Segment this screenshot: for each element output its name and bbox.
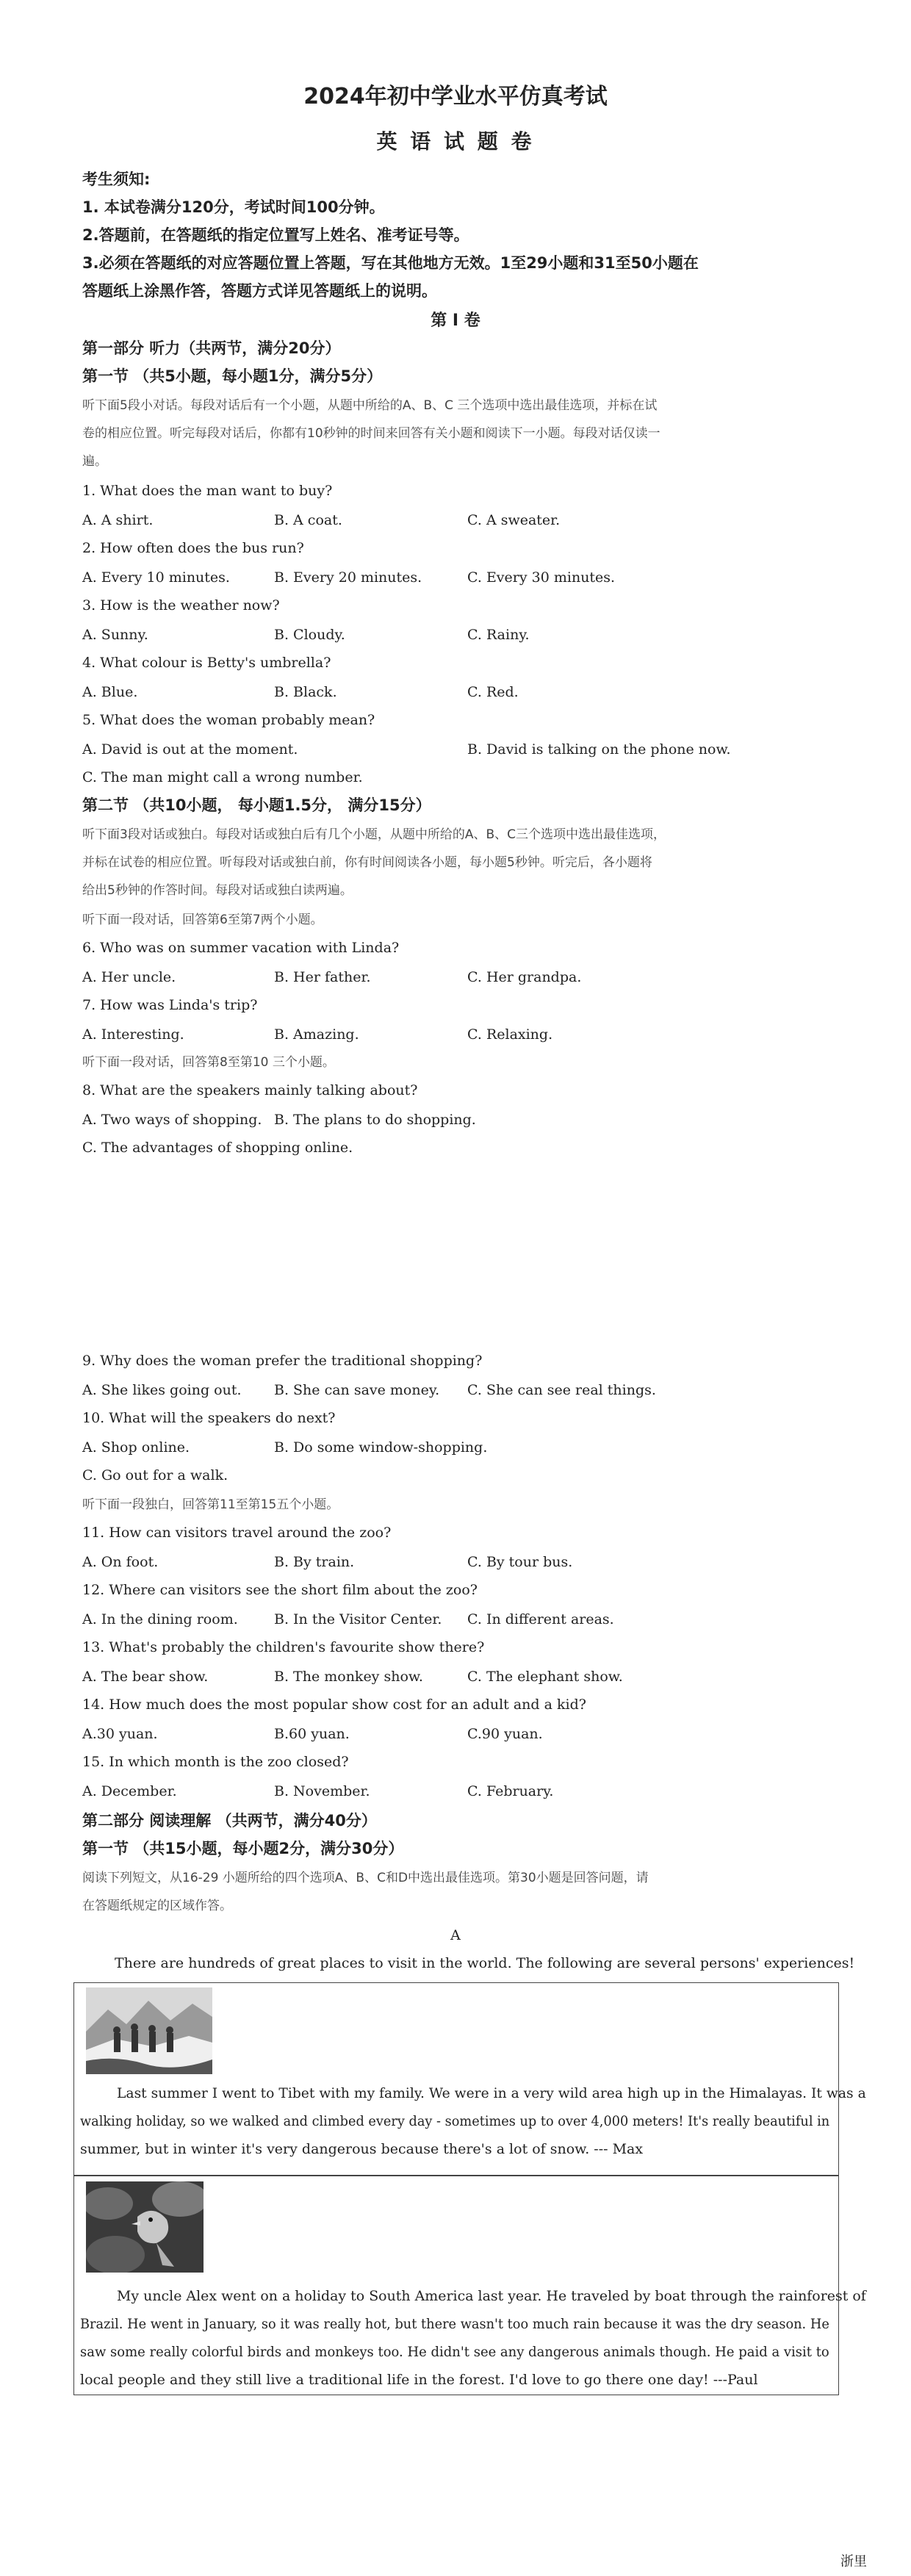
section-note: 听下面一段独白，回答第11至第15五个小题。 — [82, 1497, 339, 1512]
option-a: A. The bear show. — [82, 1669, 209, 1685]
option-a: A. Her uncle. — [82, 969, 176, 985]
story-line: walking holiday, so we walked and climbed every day - sometimes up to over 4,000 meters! It's really beautiful in — [80, 2113, 830, 2129]
notice-item: 3.必须在答题纸的对应答题位置上答题，写在其他地方无效。1至29小题和31至50小题在 — [82, 254, 699, 272]
exam-subtitle: 英 语 试 题 卷 — [376, 129, 535, 154]
option-c: C. Relaxing. — [467, 1026, 553, 1043]
question-text: 13. What's probably the children's favourite show there? — [82, 1639, 485, 1655]
part1-section1-heading: 第一节 （共5小题，每小题1分，满分5分） — [82, 367, 383, 385]
option-b: B. Do some window-shopping. — [274, 1439, 488, 1456]
question-text: 14. How much does the most popular show cost for an adult and a kid? — [82, 1697, 586, 1713]
rainforest-bird-photo — [86, 2181, 204, 2273]
option-c: C. In different areas. — [467, 1611, 614, 1627]
option-b: B. The monkey show. — [274, 1669, 423, 1685]
question-text: 15. In which month is the zoo closed? — [82, 1754, 349, 1770]
option-b: B. Cloudy. — [274, 627, 345, 643]
question-text: 12. Where can visitors see the short film about the zoo? — [82, 1582, 478, 1598]
story-line: summer, but in winter it's very dangerous because there's a lot of snow. --- Max — [80, 2141, 644, 2157]
option-b: B. Amazing. — [274, 1026, 359, 1043]
option-b: B. A coat. — [274, 512, 342, 528]
instruction-line: 听下面5段小对话。每段对话后有一个小题，从题中所给的A、B、C 三个选项中选出最佳选项，并标在试 — [82, 398, 658, 413]
option-b: B. Black. — [274, 684, 337, 700]
question-text: 6. Who was on summer vacation with Linda? — [82, 940, 400, 956]
part1-heading: 第一部分 听力（共两节，满分20分） — [82, 339, 341, 357]
option-c: C. Rainy. — [467, 627, 530, 643]
notice-item: 1. 本试卷满分120分，考试时间100分钟。 — [82, 198, 385, 216]
story-line: Last summer I went to Tibet with my family. We were in a very wild area high up in the Himalayas. It was a — [117, 2085, 866, 2101]
option-b: B.60 yuan. — [274, 1726, 350, 1742]
option-b: B. In the Visitor Center. — [274, 1611, 442, 1627]
part1-section2-heading: 第二节 （共10小题， 每小题1.5分， 满分15分） — [82, 796, 431, 814]
story-box-paul — [73, 2175, 866, 2395]
question-text: 9. Why does the woman prefer the traditional shopping? — [82, 1353, 483, 1369]
instruction-line: 在答题纸规定的区域作答。 — [82, 1899, 232, 1913]
option-a: A. December. — [82, 1783, 177, 1799]
option-c: C. A sweater. — [467, 512, 561, 528]
part2-heading: 第二部分 阅读理解 （共两节，满分40分） — [82, 1812, 377, 1830]
notice-item: 答题纸上涂黑作答，答题方式详见答题纸上的说明。 — [82, 282, 437, 300]
option-a: A. On foot. — [82, 1554, 159, 1570]
question-text: 2. How often does the bus run? — [82, 540, 304, 556]
option-a: A. Every 10 minutes. — [82, 569, 230, 586]
question-text: 4. What colour is Betty's umbrella? — [82, 655, 331, 671]
option-b: B. Every 20 minutes. — [274, 569, 422, 586]
instruction-line: 给出5秒钟的作答时间。每段对话或独白读两遍。 — [82, 883, 353, 898]
question-text: 1. What does the man want to buy? — [82, 483, 333, 499]
question-text: 5. What does the woman probably mean? — [82, 712, 375, 728]
instruction-line: 卷的相应位置。听完每段对话后，你都有10秒钟的时间来回答有关小题和阅读下一小题。每段对话仅读一 — [82, 426, 660, 441]
instruction-line: 听下面3段对话或独白。每段对话或独白后有几个小题，从题中所给的A、B、C三个选项中选出最佳选项， — [82, 827, 666, 842]
option-b: B. By train. — [274, 1554, 355, 1570]
option-b: B. She can save money. — [274, 1382, 440, 1398]
option-a: A.30 yuan. — [82, 1726, 158, 1742]
instruction-line: 并标在试卷的相应位置。听每段对话或独白前，你有时间阅读各小题，每小题5秒钟。听完后，各小题将 — [82, 855, 652, 870]
option-a: A. A shirt. — [82, 512, 154, 528]
question-text: 10. What will the speakers do next? — [82, 1410, 336, 1426]
option-a: A. Interesting. — [82, 1026, 184, 1043]
option-c: C. February. — [467, 1783, 554, 1799]
option-a: A. Shop online. — [82, 1439, 190, 1456]
option-c: C. The elephant show. — [467, 1669, 623, 1685]
option-c: C. By tour bus. — [467, 1554, 573, 1570]
option-b: B. November. — [274, 1783, 370, 1799]
option-a: A. Two ways of shopping. — [82, 1112, 262, 1128]
story-line: saw some really colorful birds and monkeys too. He didn't see any dangerous animals though. He paid a visit to — [80, 2344, 829, 2360]
option-c: C. Go out for a walk. — [82, 1467, 228, 1483]
story-line: Brazil. He went in January, so it was really hot, but there wasn't too much rain because it was the dry season. He — [80, 2316, 829, 2332]
section-note: 听下面一段对话，回答第8至第10 三个小题。 — [82, 1055, 335, 1070]
option-c: C. She can see real things. — [467, 1382, 656, 1398]
instruction-line: 遍。 — [82, 454, 107, 469]
story-line: local people and they still live a traditional life in the forest. I'd love to go there one day! ---Paul — [80, 2372, 758, 2388]
section-note: 听下面一段对话，回答第6至第7两个小题。 — [82, 913, 323, 927]
option-a: A. She likes going out. — [82, 1382, 242, 1398]
instruction-line: 阅读下列短文，从16-29 小题所给的四个选项A、B、C和D中选出最佳选项。第30小题是回答问题，请 — [82, 1871, 649, 1885]
part2-section1-heading: 第一节 （共15小题，每小题2分，满分30分） — [82, 1840, 404, 1857]
question-text: 8. What are the speakers mainly talking about? — [82, 1082, 418, 1098]
option-c: C.90 yuan. — [467, 1726, 543, 1742]
option-c: C. The man might call a wrong number. — [82, 769, 363, 785]
option-c: C. Her grandpa. — [467, 969, 582, 985]
story-box-max — [73, 1982, 866, 2176]
story-line: My uncle Alex went on a holiday to South America last year. He traveled by boat through the rainforest of — [117, 2288, 866, 2304]
question-text: 11. How can visitors travel around the zoo? — [82, 1525, 392, 1541]
passage-intro: There are hundreds of great places to visit in the world. The following are several persons' experiences! — [115, 1955, 855, 1971]
option-b: B. David is talking on the phone now. — [467, 741, 731, 758]
option-a: A. In the dining room. — [82, 1611, 238, 1627]
question-text: 7. How was Linda's trip? — [82, 997, 258, 1013]
notice-heading: 考生须知: — [82, 170, 151, 188]
passage-label: A — [450, 1927, 461, 1943]
notice-item: 2.答题前，在答题纸的指定位置写上姓名、准考证号等。 — [82, 226, 469, 244]
volume-label: 第 I 卷 — [431, 312, 480, 330]
option-b: B. The plans to do shopping. — [274, 1112, 476, 1128]
option-b: B. Her father. — [274, 969, 371, 985]
option-c: C. Every 30 minutes. — [467, 569, 616, 586]
question-text: 3. How is the weather now? — [82, 597, 280, 614]
option-a: A. David is out at the moment. — [82, 741, 298, 758]
exam-title: 2024年初中学业水平仿真考试 — [303, 84, 608, 109]
option-c: C. The advantages of shopping online. — [82, 1140, 353, 1156]
mountain-climbers-photo — [86, 1987, 212, 2074]
option-c: C. Red. — [467, 684, 519, 700]
option-a: A. Blue. — [82, 684, 138, 700]
option-a: A. Sunny. — [82, 627, 148, 643]
footer-mark: 浙里 — [840, 2554, 867, 2569]
